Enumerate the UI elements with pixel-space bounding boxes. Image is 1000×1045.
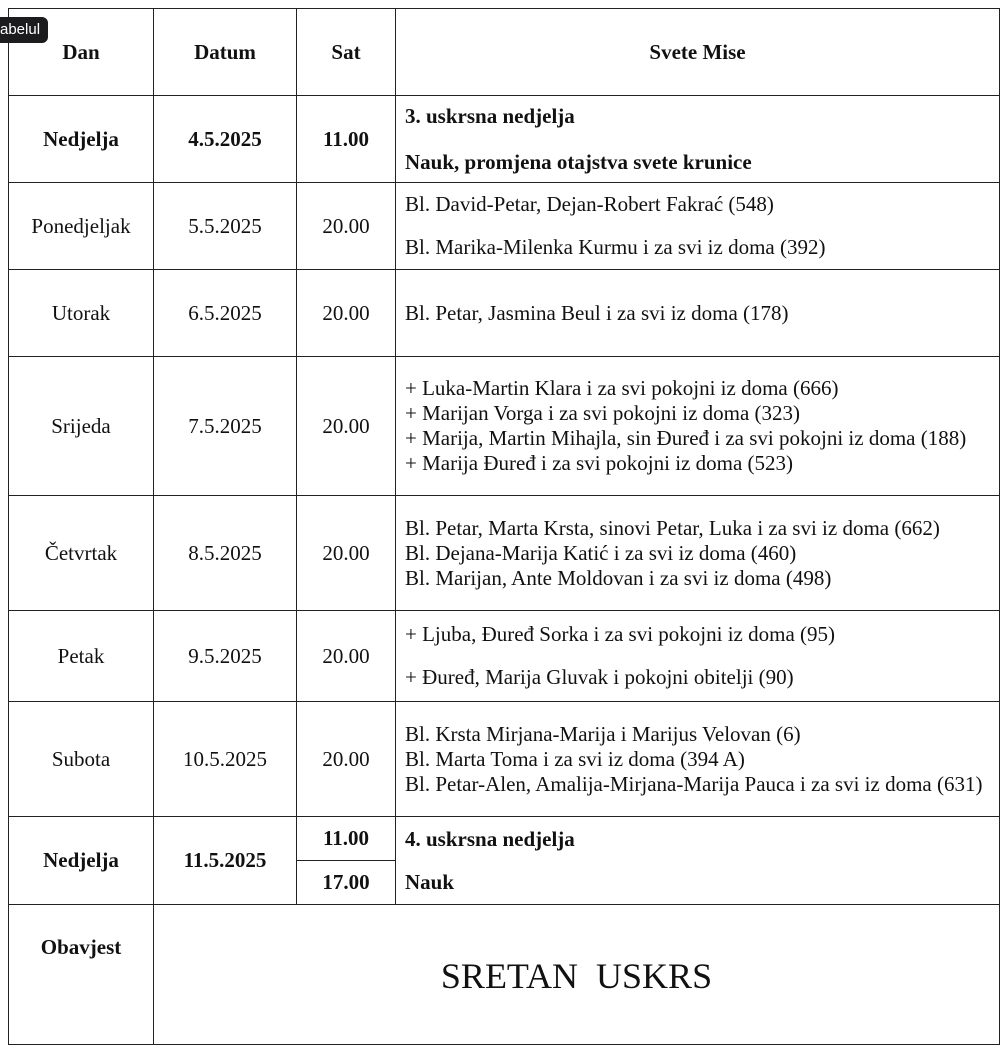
mass-cell (396, 270, 1000, 357)
mass-cell (396, 96, 1000, 183)
day-cell: Nedjelja (9, 817, 154, 905)
header-sat: Sat (297, 9, 396, 96)
time-cell: 20.00 (297, 496, 396, 611)
date-cell: 10.5.2025 (154, 702, 297, 817)
announcement-label: Obavjest (9, 905, 154, 1045)
table-row (9, 496, 1000, 611)
header-svete-mise: Svete Mise (396, 9, 1000, 96)
header-datum: Datum (154, 9, 297, 96)
mass-line: + Ljuba, Đuređ Sorka i za svi pokojni iz doma (95) (405, 622, 835, 646)
date-cell: 9.5.2025 (154, 611, 297, 702)
date-cell: 11.5.2025 (154, 817, 297, 905)
day-cell: Subota (9, 702, 154, 817)
mass-line: Bl. Petar, Jasmina Beul i za svi iz doma (178) (405, 300, 789, 325)
mass-line: Nauk, promjena otajstva svete krunice (405, 149, 752, 174)
table-row (9, 183, 1000, 270)
time-cell: 20.00 (297, 702, 396, 817)
date-cell: 8.5.2025 (154, 496, 297, 611)
mass-cell (396, 702, 1000, 817)
tooltip-badge: abelul (0, 17, 48, 43)
time-cell (297, 817, 396, 905)
mass-line: Bl. Krsta Mirjana-Marija i Marijus Velovan (6) (405, 721, 801, 746)
mass-cell (396, 496, 1000, 611)
date-cell: 7.5.2025 (154, 357, 297, 496)
time-value: 11.00 (297, 817, 395, 861)
mass-cell (396, 357, 1000, 496)
mass-line: Bl. Marta Toma i za svi iz doma (394 A) (405, 746, 745, 771)
mass-line: 4. uskrsna nedjelja (405, 826, 575, 851)
day-cell: Srijeda (9, 357, 154, 496)
announcement-row (9, 905, 1000, 1045)
mass-line: Nauk (405, 869, 455, 894)
mass-line: Bl. Petar, Marta Krsta, sinovi Petar, Luka i za svi iz doma (662) (405, 515, 940, 540)
mass-line: + Marija Đuređ i za svi pokojni iz doma (523) (405, 451, 793, 475)
mass-line: Bl. Marijan, Ante Moldovan i za svi iz doma (498) (405, 565, 832, 590)
time-cell: 20.00 (297, 183, 396, 270)
mass-line: Bl. David-Petar, Dejan-Robert Fakrać (548) (405, 192, 774, 216)
day-cell: Ponedjeljak (9, 183, 154, 270)
mass-line: + Luka-Martin Klara i za svi pokojni iz doma (666) (405, 376, 839, 400)
mass-cell (396, 183, 1000, 270)
time-cell: 20.00 (297, 357, 396, 496)
mass-cell (396, 817, 1000, 905)
mass-line: + Đuređ, Marija Gluvak i pokojni obitelji (90) (405, 665, 794, 689)
announcement-text: SRETAN USKRS (154, 905, 1000, 1045)
mass-line: Bl. Dejana-Marija Katić i za svi iz doma (460) (405, 540, 797, 565)
table-row (9, 611, 1000, 702)
header-row (9, 9, 1000, 96)
header-dan: Dan (9, 9, 154, 96)
table-row (9, 96, 1000, 183)
date-cell: 4.5.2025 (154, 96, 297, 183)
date-cell: 5.5.2025 (154, 183, 297, 270)
table-row (9, 357, 1000, 496)
mass-line: Bl. Marika-Milenka Kurmu i za svi iz doma (392) (405, 235, 826, 259)
day-cell: Utorak (9, 270, 154, 357)
mass-line: + Marija, Martin Mihajla, sin Đuređ i za svi pokojni iz doma (188) (405, 426, 967, 450)
table-row (9, 270, 1000, 357)
mass-line: + Marijan Vorga i za svi pokojni iz doma (323) (405, 401, 801, 425)
time-value: 17.00 (322, 870, 370, 894)
table-row (9, 702, 1000, 817)
mass-line: Bl. Petar-Alen, Amalija-Mirjana-Marija Pauca i za svi iz doma (631) (405, 771, 983, 796)
day-cell: Četvrtak (9, 496, 154, 611)
mass-line: 3. uskrsna nedjelja (405, 103, 575, 128)
table-row (9, 817, 1000, 905)
mass-schedule-table (8, 8, 1000, 1045)
date-cell: 6.5.2025 (154, 270, 297, 357)
time-cell: 20.00 (297, 270, 396, 357)
time-cell: 11.00 (297, 96, 396, 183)
mass-cell (396, 611, 1000, 702)
day-cell: Petak (9, 611, 154, 702)
day-cell: Nedjelja (9, 96, 154, 183)
time-cell: 20.00 (297, 611, 396, 702)
